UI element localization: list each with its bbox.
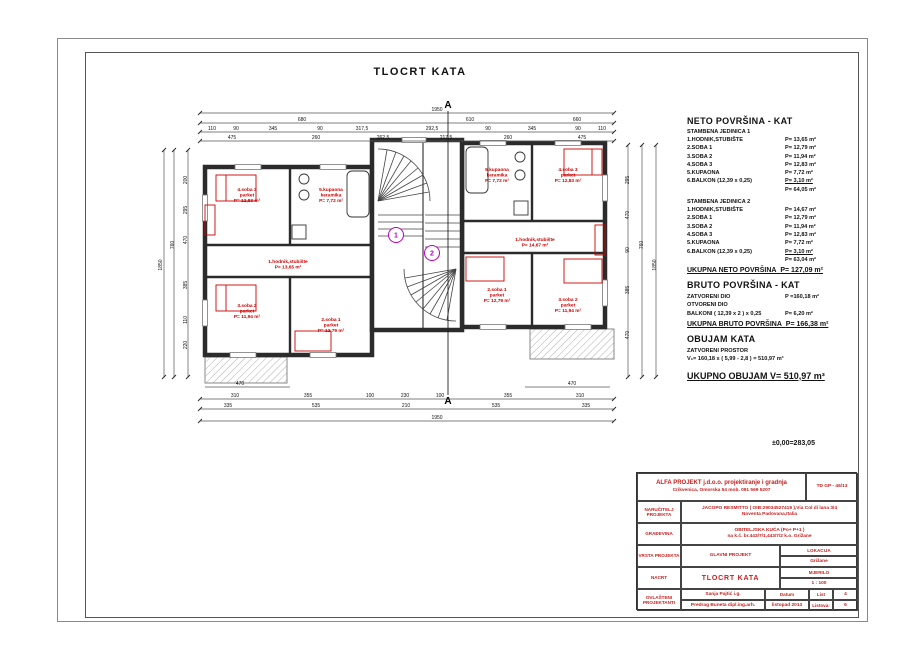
dim-label: 90: [233, 126, 239, 132]
room-label: parket: [239, 309, 255, 315]
area-row-name: 2.SOBA 1: [687, 145, 713, 152]
dim-label: 220: [183, 340, 189, 350]
terrace-left: [205, 357, 287, 383]
lokacija-label: LOKACIJA: [780, 545, 858, 556]
room-label: P= 12,83 m²: [554, 179, 582, 185]
area-row: [687, 231, 837, 239]
narucitelj-label: NARUČITELJ PROJEKTA: [637, 501, 681, 523]
room-label: 5.kupaona: [485, 168, 509, 173]
bruto-total: [687, 321, 837, 328]
room-label: P= 13,65 m²: [274, 265, 302, 271]
mjerilo-value: 1 : 100: [780, 578, 858, 589]
areas-panel: [687, 116, 837, 381]
dim-label: 355: [303, 393, 313, 399]
room-label: parket: [489, 293, 505, 299]
room-label: P= 7,72 m²: [485, 179, 509, 185]
area-row: [687, 161, 837, 169]
dim-label: 335: [223, 403, 233, 409]
area-row-val: [785, 301, 837, 309]
area-row-name: 5.KUPAONA: [687, 240, 720, 247]
dim-label: 1850: [158, 259, 164, 271]
narucitelj-cell: [681, 501, 858, 523]
room-label: parket: [560, 173, 576, 179]
room-label: 1.hodnik,stubište: [268, 260, 308, 265]
room-label: P= 7,72 m²: [319, 199, 343, 205]
obujam-subtitle: ZATVORENI PROSTOR: [687, 348, 749, 355]
dim-label: 292,5: [425, 126, 439, 132]
area-row-name: 1.HODNIK,STUBIŠTE: [687, 137, 743, 143]
dim-label: 90: [485, 126, 491, 132]
list-label: List: [809, 589, 833, 600]
dim-label: 100: [365, 393, 375, 399]
ovlasteni-label: OVLAŠTENI PROJEKTANTI: [637, 589, 681, 611]
gradevina-cell: [681, 523, 858, 545]
room-label: P= 12,79 m²: [483, 299, 511, 305]
list-value: 4: [833, 589, 858, 600]
room-label: 4.soba 3: [237, 188, 257, 193]
bruto-total-value: P= 166,38 m²: [785, 321, 829, 329]
area-row-val: P= 6,20 m²: [785, 310, 813, 317]
room-label: 2.soba 1: [321, 318, 341, 323]
area-row-name: 1.HODNIK,STUBIŠTE: [687, 207, 743, 214]
terrace-right: [530, 329, 614, 359]
room-label: keramika: [320, 193, 342, 199]
dim-label: 200: [183, 175, 189, 185]
dim-label: 110: [183, 316, 189, 324]
dim-label: 470: [625, 210, 631, 220]
room-label: P= 11,94 m²: [233, 315, 261, 321]
dim-label: 1950: [431, 415, 443, 421]
area-row-name: 3.SOBA 2: [687, 223, 713, 230]
area-row-name: BALKONI ( 12,39 x 2 ) x 0,25: [687, 310, 762, 317]
company-cell: [637, 473, 806, 501]
area-row-name: 4.SOBA 3: [687, 231, 713, 238]
area-row-name: 3.SOBA 2: [687, 153, 713, 160]
unit-label: 2: [430, 250, 434, 258]
area-row: [687, 169, 837, 177]
page-title: TLOCRT KATA: [373, 66, 467, 78]
area-row-val: P= 11,94 m²: [785, 153, 816, 160]
area-row-name: 5.KUPAONA: [687, 170, 720, 177]
company-name: ALFA PROJEKT j.d.o.o. projektiranje i gradnja: [656, 480, 787, 487]
room-label: 2.soba 1: [487, 288, 507, 293]
area-row-subtotal: [687, 256, 837, 264]
td-number: TD GP - 46/13: [806, 473, 858, 501]
area-row-val: P= 13,65 m²: [785, 137, 816, 143]
area-row-name: 4.SOBA 3: [687, 161, 713, 168]
area-row-val: P= 12,79 m²: [785, 215, 816, 222]
listova-label: Listova:: [809, 600, 833, 611]
area-row-val: P= 11,94 m²: [785, 223, 816, 230]
dim-label: 90: [575, 126, 581, 132]
datum-value: listopad 2013: [765, 600, 809, 611]
floor-plan-drawing: [140, 95, 680, 460]
section-label: A: [444, 396, 452, 407]
dim-label: 230: [400, 393, 410, 399]
neto-total: [687, 267, 837, 274]
area-row: [687, 206, 837, 214]
dim-label: 475: [227, 135, 237, 141]
area-row-name: OTVORENI DIO: [687, 302, 728, 309]
dim-label: 110: [598, 126, 606, 132]
area-row-subtotal: [687, 186, 837, 194]
dim-label: 90: [317, 126, 323, 132]
dim-label: 385: [625, 285, 631, 295]
dim-label: 470: [567, 381, 577, 387]
area-row-val: P= 12,83 m²: [785, 231, 816, 238]
area-row-val: P= 3,10 m²: [785, 178, 813, 185]
dim-label: 470: [235, 381, 245, 387]
dim-label: 355: [503, 393, 513, 399]
dim-label: 260: [311, 135, 321, 141]
dim-label: 535: [311, 403, 321, 409]
area-row: [687, 153, 837, 161]
room-label: parket: [239, 193, 255, 199]
neto-total-label: UKUPNA NETO POVRŠINA: [687, 267, 777, 275]
area-row-val: P =160,18 m²: [785, 294, 819, 301]
designer1: Sanja Pajtić i.g.: [681, 589, 765, 600]
obujam-calc: V₁= 160,18 x ( 5,99 - 2,8 ) = 510,97 m³: [687, 356, 784, 363]
dim-label: 295: [183, 205, 189, 215]
unit1-title: STAMBENA JEDINICA 1: [687, 129, 751, 135]
company-address: Crikvenica, Omorska 54 mob. 091 569 5207: [672, 487, 771, 493]
bruto-total-label: UKUPNA BRUTO POVRŠINA: [687, 321, 782, 329]
area-row-val: P= 14,67 m²: [785, 207, 816, 214]
unit2-subtotal: P= 63,04 m²: [785, 256, 816, 263]
room-label: keramika: [486, 173, 508, 179]
room-label: P= 12,83 m²: [233, 199, 261, 205]
gradevina-line1: OBITELJSKA KUĆA (Po+ P+1 ): [734, 528, 805, 534]
area-row-name: ZATVORENI DIO: [687, 294, 731, 301]
dim-label: 610: [465, 117, 475, 123]
dim-label: 100: [435, 393, 445, 399]
area-row-name: 6.BALKON (12,39 x 0,25): [687, 248, 752, 255]
unit2-title: STAMBENA JEDINICA 2: [687, 199, 751, 206]
dim-label: 260: [503, 135, 513, 141]
area-row: [687, 223, 837, 231]
nacrt-value: TLOCRT KATA: [681, 567, 780, 589]
dim-label: 345: [527, 126, 537, 132]
dim-label: 760: [170, 240, 176, 250]
area-row: [687, 293, 837, 301]
dim-label: 470: [183, 235, 189, 245]
dim-label: 110: [208, 126, 216, 132]
dim-label: 680: [297, 117, 307, 123]
dim-label: 310: [575, 393, 585, 399]
area-row-val: P= 12,83 m²: [785, 161, 816, 168]
room-label: 3.soba 2: [558, 298, 578, 303]
area-row-val: P= 12,79 m²: [785, 145, 816, 152]
dim-label: 470: [625, 330, 631, 340]
neto-total-value: P= 127,09 m²: [780, 267, 823, 275]
bruto-title: BRUTO POVRŠINA - KAT: [687, 280, 800, 291]
entry-door: [402, 138, 426, 143]
area-row-val: P= 7,72 m²: [785, 240, 813, 247]
area-row-name: 2.SOBA 1: [687, 215, 713, 222]
area-row: [687, 214, 837, 222]
area-row-val: P= 7,72 m²: [785, 170, 813, 177]
dim-label: 295: [625, 175, 631, 185]
area-row-name: [687, 256, 785, 264]
area-row-name: 6.BALKON (12,39 x 0,25): [687, 178, 752, 185]
narucitelj-line2: Noventa Padovana,Italia: [741, 512, 798, 517]
unit-label: 1: [394, 232, 398, 240]
mjerilo-label: MJERILO: [780, 567, 858, 578]
unit1-subtotal: P= 64,05 m²: [785, 186, 816, 193]
dim-label: 1950: [431, 107, 443, 113]
dim-label: 317,5: [355, 126, 369, 132]
area-row: [687, 144, 837, 152]
section-label: A: [444, 100, 452, 111]
gradevina-label: GRAĐEVINA: [637, 523, 681, 545]
dim-label: 262,5: [376, 135, 390, 141]
vrsta-label: VRSTA PROJEKTA: [637, 545, 681, 567]
area-row: [687, 248, 837, 256]
designer2: Predrag Buneta dipl.ing.arh.: [681, 600, 765, 611]
dim-label: 335: [581, 403, 591, 409]
dim-label: 345: [268, 126, 278, 132]
dim-label: 535: [491, 403, 501, 409]
title-block: [636, 472, 857, 610]
dim-label: 210: [401, 403, 411, 409]
level-note: ±0,00=283,05: [772, 440, 815, 447]
area-row: [687, 177, 837, 185]
lokacija-value: Grižane: [780, 556, 858, 567]
vrsta-value: GLAVNI PROJEKT: [681, 545, 780, 567]
dim-label: 217,5: [439, 135, 453, 141]
neto-title: NETO POVRŠINA - KAT: [687, 116, 793, 126]
dim-label: 310: [230, 393, 240, 399]
nacrt-label: NACRT: [637, 567, 681, 589]
dim-label: 760: [639, 240, 645, 250]
datum-label: Datum: [765, 589, 809, 600]
room-label: P= 14,67 m²: [521, 243, 549, 249]
dim-label: 660: [572, 117, 582, 123]
dim-label: 385: [183, 280, 189, 290]
dim-label: 475: [577, 135, 587, 141]
area-row: [687, 239, 837, 247]
listova-value: 6: [833, 600, 858, 611]
area-row: [687, 310, 837, 318]
area-row: [687, 301, 837, 309]
room-label: P= 12,79 m²: [317, 329, 345, 335]
room-label: 1.hodnik,stubište: [515, 238, 555, 243]
narucitelj-line1: JACOPO RESMITTO ( OIB:29034527419 ),Via Col di lana 3/4: [702, 506, 837, 512]
area-row: [687, 136, 837, 144]
gradevina-line2: na k.č. br.443/7/1,443/7/2 k.o. Grižane: [727, 534, 812, 539]
area-row-val: P= 3,10 m²: [785, 248, 813, 255]
dim-label: 90: [625, 247, 631, 253]
dim-label: 1850: [652, 259, 658, 271]
room-label: 5.kupaona: [319, 188, 343, 193]
room-label: parket: [560, 303, 576, 309]
room-label: P= 11,94 m²: [554, 309, 582, 315]
room-label: 4.soba 3: [558, 168, 578, 173]
ukupno-obujam: UKUPNO OBUJAM V= 510,97 m³: [687, 370, 825, 381]
room-label: 3.soba 2: [237, 304, 257, 309]
room-label: parket: [323, 323, 339, 329]
area-row-name: [687, 186, 785, 194]
obujam-title: OBUJAM KATA: [687, 334, 756, 345]
